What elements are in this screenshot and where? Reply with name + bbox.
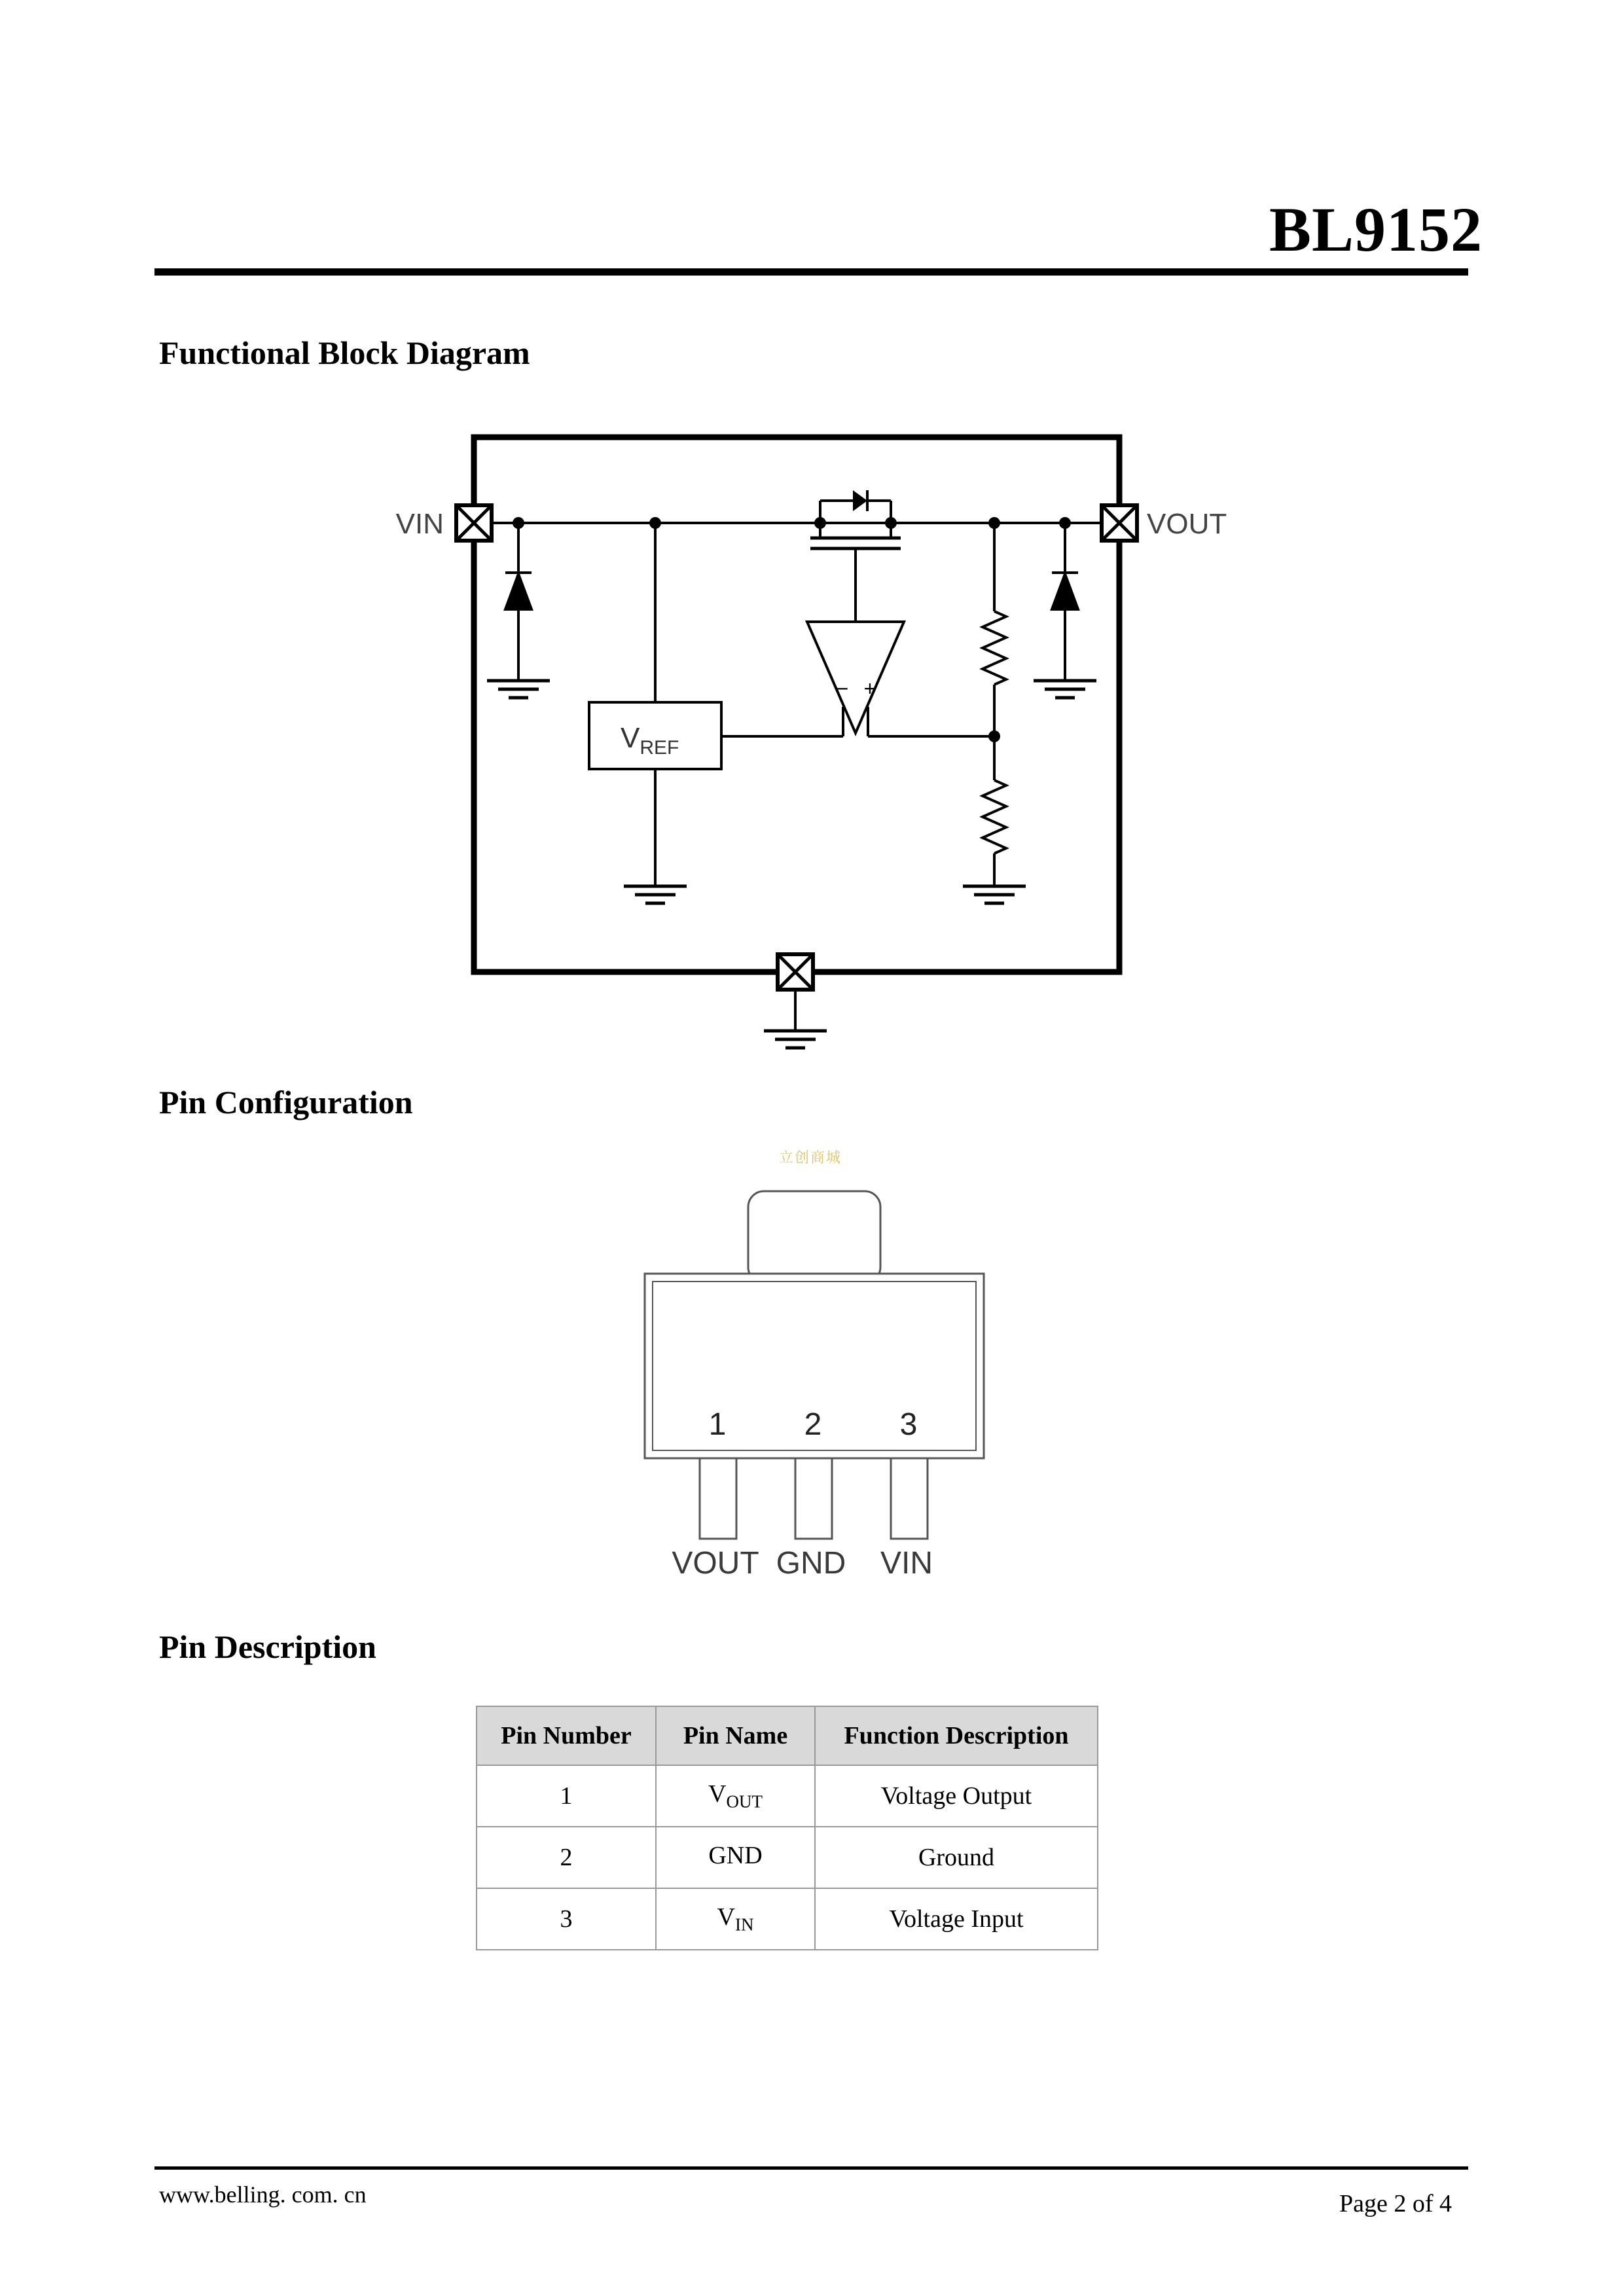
vout-label: VOUT (1147, 508, 1227, 540)
cell-function-description: Ground (815, 1827, 1098, 1888)
pass-mosfet (810, 490, 901, 622)
feedback-divider (868, 523, 1026, 903)
pin-label-gnd: GND (776, 1546, 846, 1581)
cell-pin-number: 1 (477, 1765, 656, 1827)
table-row (477, 1888, 1098, 1950)
pin-lead-3 (891, 1458, 928, 1539)
vref-label: $V_{REF}$ (621, 722, 679, 759)
col-header-pin-name: Pin Name (656, 1706, 815, 1765)
input-diode (505, 573, 532, 609)
opamp-minus-label: − (836, 677, 849, 700)
heading-pin-configuration: Pin Configuration (159, 1084, 413, 1121)
table-header-row (477, 1706, 1098, 1765)
cell-pin-name: GND (656, 1827, 815, 1888)
pin-number-1: 1 (708, 1407, 727, 1442)
footer-website: www.belling. com. cn (159, 2181, 367, 2208)
page-title: BL9152 (1269, 194, 1483, 264)
input-diode-branch (487, 523, 550, 698)
watermark-text: 立创商城 (779, 1149, 842, 1166)
cell-function-description: Voltage Input (815, 1888, 1098, 1950)
functional-block-diagram (367, 425, 1283, 1060)
vout-pad-icon (1102, 505, 1137, 541)
vin-label: VIN (395, 508, 444, 540)
col-header-function-description: Function Description (815, 1706, 1098, 1765)
pin-description-table (476, 1706, 1098, 1950)
resistor-bottom (983, 780, 1006, 853)
pin-label-vout: VOUT (672, 1546, 759, 1581)
opamp-plus-label: + (863, 677, 876, 700)
footer-rule (154, 2166, 1468, 2170)
vref-box (589, 702, 721, 769)
ground-icon (1034, 681, 1096, 698)
gnd-pin-branch (764, 990, 827, 1048)
heading-pin-description: Pin Description (159, 1628, 376, 1665)
ground-icon (624, 886, 687, 903)
cell-function-description: Voltage Output (815, 1765, 1098, 1827)
cell-pin-number: 2 (477, 1827, 656, 1888)
header-rule (154, 268, 1468, 276)
pin-lead-1 (700, 1458, 736, 1539)
output-diode (1052, 573, 1078, 609)
pin-number-3: 3 (899, 1407, 918, 1442)
output-diode-branch (1034, 523, 1096, 698)
body-diode-icon (853, 490, 867, 511)
ground-icon (764, 1031, 827, 1048)
resistor-top (983, 611, 1006, 685)
cell-pin-name: $V_{IN}$ (656, 1888, 815, 1950)
ground-icon (963, 886, 1026, 903)
table-row (477, 1765, 1098, 1827)
package-tab (748, 1191, 880, 1283)
pin-number-2: 2 (804, 1407, 822, 1442)
col-header-pin-number: Pin Number (477, 1706, 656, 1765)
gnd-pad-icon (778, 954, 813, 990)
error-amplifier (807, 622, 904, 733)
ground-icon (487, 681, 550, 698)
pin-label-vin: VIN (880, 1546, 933, 1581)
vin-pad-icon (456, 505, 492, 541)
footer-page-number: Page 2 of 4 (1339, 2190, 1452, 2217)
block-diagram-border (474, 437, 1119, 972)
pin-lead-2 (795, 1458, 832, 1539)
cell-pin-name: $V_{OUT}$ (656, 1765, 815, 1827)
package-drawing (615, 1172, 1047, 1590)
table-row (477, 1827, 1098, 1888)
heading-functional-block-diagram: Functional Block Diagram (159, 334, 530, 371)
vref-branch (589, 523, 843, 903)
cell-pin-number: 3 (477, 1888, 656, 1950)
